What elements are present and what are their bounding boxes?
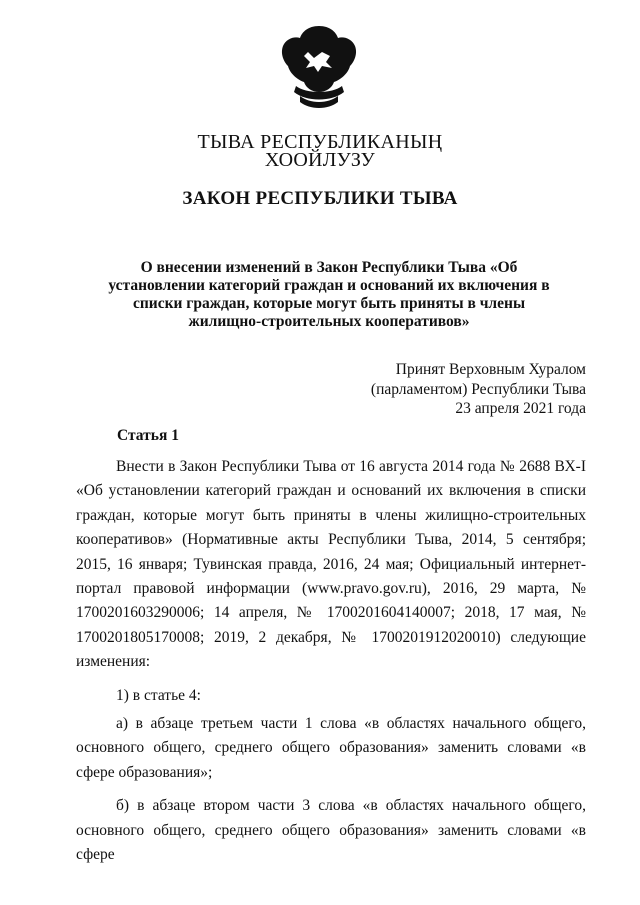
article-body	[76, 455, 586, 877]
republic-name-tuvan-line1: ТЫВА РЕСПУБЛИКАНЫҢ	[197, 131, 443, 153]
adoption-line-2: (парламентом) Республики Тыва	[370, 380, 586, 398]
law-title: ЗАКОН РЕСПУБЛИКИ ТЫВА	[182, 188, 458, 209]
coat-of-arms-emblem	[278, 22, 360, 112]
article-heading: Статья 1	[117, 427, 179, 444]
adoption-block	[371, 360, 586, 419]
article-paragraph: а) в абзаце третьем части 1 слова «в областях начального общего, основного общего, среднего общего образования» заменить словами «в сфере образования»;	[76, 715, 586, 781]
article-paragraph: Внести в Закон Республики Тыва от 16 августа 2014 года № 2688 ВХ-I «Об установлении категорий граждан и оснований их включения в списки граждан, которые могут быть приняты в члены жилищно-строительных кооперативов» (Нормативные акты Республики Тыва, 2014, 5 сентября; 2015, 16 января; Тувинская правда, 2016, 24 мая; Официальный интернет-портал правовой информации (www.pravo.gov.ru), 2016, 29 марта, № 1700201603290006; 14 апреля, № 1700201604140007; 2018, 17 мая, № 1700201805170008; 2019, 2 декабря, № 1700201912020010) следующие изменения:	[76, 458, 586, 671]
adoption-line-1: Принят Верховным Хуралом	[395, 361, 586, 378]
article-paragraph: б) в абзаце втором части 3 слова «в областях начального общего, основного общего, среднего общего образования» заменить словами «в сфере	[76, 797, 586, 864]
adoption-date: 23 апреля 2021 года	[455, 400, 586, 417]
law-subject: О внесении изменений в Закон Республики Тыва «Об установлении категорий граждан и оснований их включения в списки граждан, которые могут быть приняты в члены жилищно-строительных кооперативов»	[108, 259, 550, 330]
republic-name-tuvan-line2: ХООЙЛУЗУ	[264, 149, 376, 171]
article-paragraph: 1) в статье 4:	[116, 686, 201, 704]
